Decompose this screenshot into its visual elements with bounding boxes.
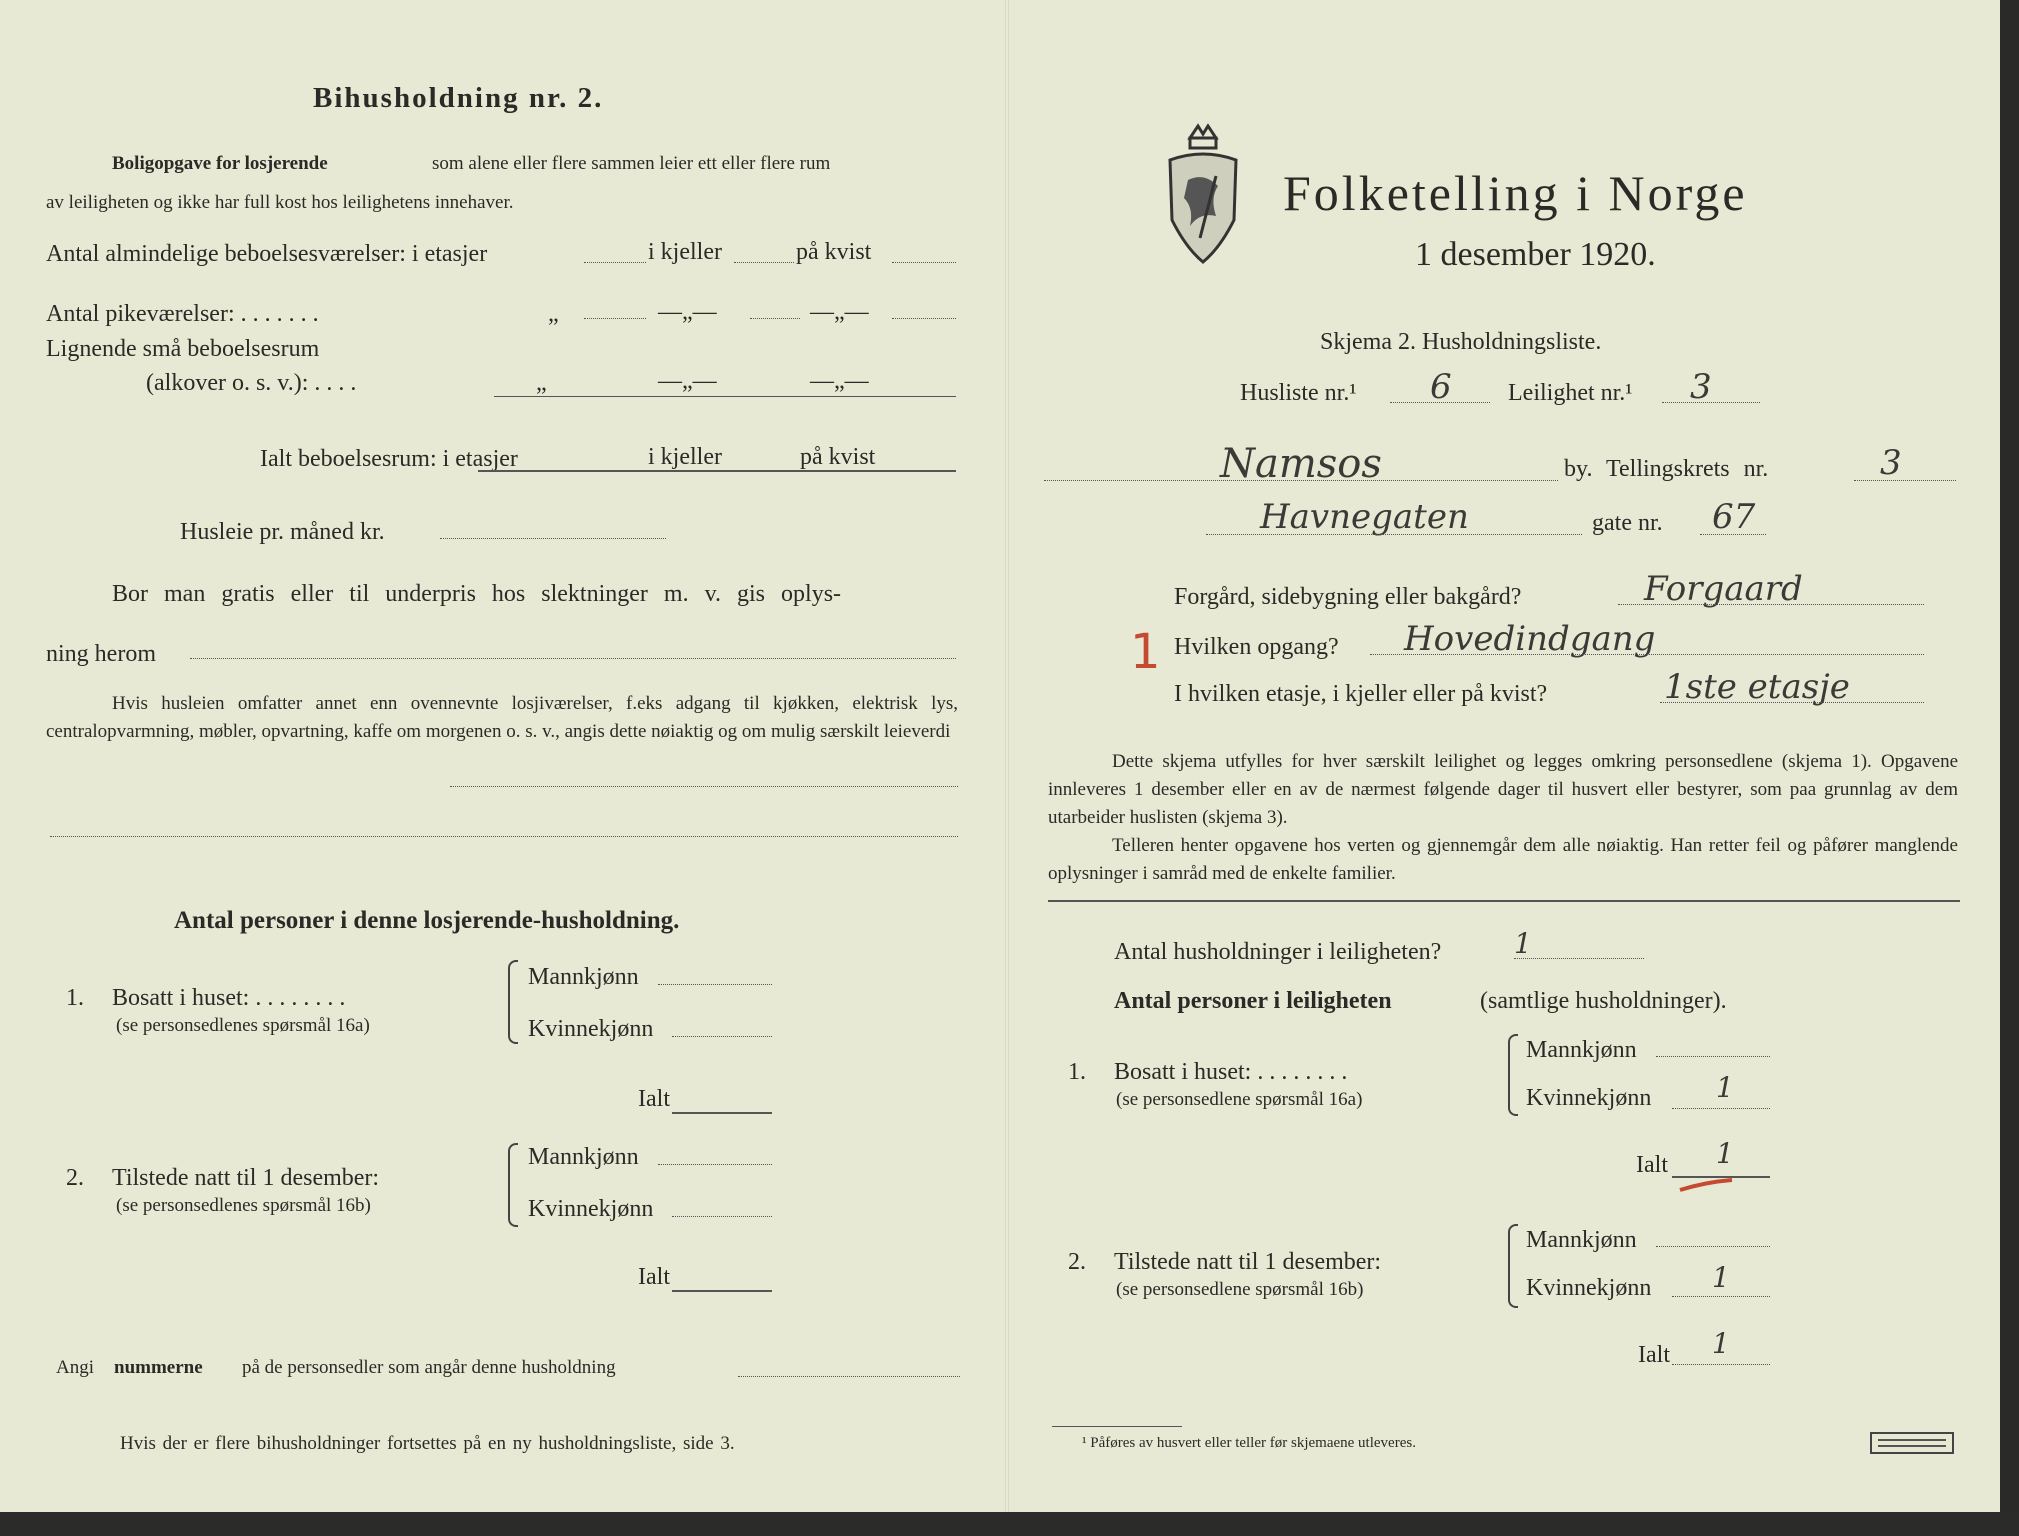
bor-line-2: ning herom — [46, 641, 156, 667]
right-q1-mann: Mannkjønn — [1526, 1037, 1637, 1063]
pike-ditto-3: —„— — [810, 299, 869, 325]
skjema-label: Skjema 2. Husholdningsliste. — [1320, 329, 1602, 355]
right-q1-kvinne: Kvinnekjønn — [1526, 1085, 1652, 1111]
intro-bold: Boligopgave for losjerende — [112, 153, 328, 174]
info-paragraph-1: Dette skjema utfylles for hver særskilt leilighet og legges omkring personsedlene (skjema 1). Opgavene innleveres 1 desember eller en av de nærmest følgende dager til husvert eller bestyrer, som paa grunnlag av dem utarbeider huslisten (skjema 3). — [1048, 751, 1958, 828]
forgard-label: Forgård, sidebygning eller bakgård? — [1174, 584, 1522, 610]
left-footer: Hvis der er flere bihusholdninger fortsettes på en ny husholdningsliste, side 3. — [120, 1433, 735, 1454]
right-q2-kvinne-value: 1 — [1712, 1261, 1730, 1294]
etasje-label: I hvilken etasje, i kjeller eller på kvist? — [1174, 681, 1548, 707]
right-q2-sub: (se personsedlene spørsmål 16b) — [1116, 1279, 1364, 1300]
krets-value: 3 — [1880, 443, 1902, 483]
right-q2-label: Tilstede natt til 1 desember: — [1114, 1249, 1382, 1275]
printer-stamp-icon — [1870, 1432, 1954, 1454]
right-q2-ialt: Ialt — [1638, 1342, 1670, 1368]
lign-ditto-2: —„— — [658, 368, 717, 394]
right-q1-bracket — [1508, 1034, 1518, 1116]
right-q1-num: 1. — [1068, 1059, 1086, 1085]
antal-pers-bold: Antal personer i leiligheten — [1114, 988, 1392, 1014]
left-persons-heading: Antal personer i denne losjerende-husholdning. — [174, 907, 680, 934]
lign-ditto-3: —„— — [810, 368, 869, 394]
pike-label: Antal pikeværelser: . . . . . . . — [46, 301, 319, 327]
left-q1-kvinne: Kvinnekjønn — [528, 1016, 654, 1042]
right-q1-ialt: Ialt — [1636, 1152, 1668, 1178]
etasje-value: 1ste etasje — [1664, 667, 1850, 707]
left-q1-sub: (se personsedlenes spørsmål 16a) — [116, 1015, 370, 1036]
pike-ditto-2: —„— — [658, 299, 717, 325]
rooms-label: Antal almindelige beboelsesværelser: i etasjer — [46, 241, 488, 267]
left-q1-ialt: Ialt — [638, 1086, 670, 1112]
left-q2-num: 2. — [66, 1165, 84, 1191]
left-q2-ialt: Ialt — [638, 1264, 670, 1290]
pike-ditto: „ — [548, 301, 559, 327]
gate-label: gate nr. — [1592, 510, 1663, 536]
angi-rest: på de personsedler som angår denne husholdning — [242, 1357, 616, 1378]
husliste-label: Husliste nr.¹ — [1240, 380, 1357, 406]
red-underline-mark — [1676, 1176, 1736, 1196]
left-q2-label: Tilstede natt til 1 desember: — [112, 1165, 380, 1191]
right-q2-ialt-value: 1 — [1712, 1327, 1730, 1360]
right-date: 1 desember 1920. — [1415, 236, 1656, 273]
left-q1-mann: Mannkjønn — [528, 964, 639, 990]
right-q2-kvinne: Kvinnekjønn — [1526, 1275, 1652, 1301]
leilighet-label: Leilighet nr.¹ — [1508, 380, 1633, 406]
antal-hush-value: 1 — [1514, 927, 1532, 960]
right-q2-bracket — [1508, 1224, 1518, 1308]
scan-edge-right — [2000, 0, 2019, 1536]
left-q1-label: Bosatt i huset: . . . . . . . . — [112, 985, 346, 1011]
angi-bold: nummerne — [114, 1357, 203, 1378]
rooms-kjeller-label: i kjeller — [648, 239, 722, 265]
footnote: ¹ Påføres av husvert eller teller før skjemaene utleveres. — [1082, 1435, 1416, 1451]
by-tellingskrets-label: by. Tellingskrets nr. — [1564, 456, 1769, 482]
antal-hush-label: Antal husholdninger i leiligheten? — [1114, 939, 1442, 965]
bor-line-1: Bor man gratis eller til underpris hos slektninger m. v. gis oplys- — [112, 581, 842, 607]
ialt-kjeller-label: i kjeller — [648, 444, 722, 470]
intro-line2: av leiligheten og ikke har full kost hos leilighetens innehaver. — [46, 192, 514, 213]
opgang-label: Hvilken opgang? — [1174, 634, 1339, 660]
right-q1-kvinne-value: 1 — [1716, 1071, 1734, 1104]
left-q1-num: 1. — [66, 985, 84, 1011]
rooms-kvist-label: på kvist — [796, 239, 872, 265]
intro-rest: som alene eller flere sammen leier ett eller flere rum — [432, 153, 831, 174]
right-q1-ialt-value: 1 — [1716, 1137, 1734, 1170]
left-q2-kvinne: Kvinnekjønn — [528, 1196, 654, 1222]
left-q2-mann: Mannkjønn — [528, 1144, 639, 1170]
left-q2-sub: (se personsedlenes spørsmål 16b) — [116, 1195, 371, 1216]
street-value: Havnegaten — [1260, 497, 1469, 537]
info-paragraph-2: Telleren henter opgavene hos verten og gjennemgår dem alle nøiaktig. Han retter feil og påfører manglende oplysninger i samråd med de enkelte familier. — [1048, 835, 1958, 884]
right-q2-num: 2. — [1068, 1249, 1086, 1275]
right-q1-sub: (se personsedlene spørsmål 16a) — [1116, 1089, 1363, 1110]
lign-ditto: „ — [536, 370, 547, 396]
right-title: Folketelling i Norge — [1283, 165, 1748, 221]
antal-pers-rest: (samtlige husholdninger). — [1480, 988, 1727, 1014]
gate-value: 67 — [1712, 497, 1756, 537]
hvis-paragraph: Hvis husleien omfatter annet enn ovennevnte losjiværelser, f.eks adgang til kjøkken, elektrisk lys, centralopvarmning, møbler, opvartning, kaffe om morgenen o. s. v., angis dette nøiaktig og om mulig særskilt leieverdi — [46, 693, 958, 742]
center-fold — [1005, 0, 1009, 1512]
right-q2-mann: Mannkjønn — [1526, 1227, 1637, 1253]
lign-label-1: Lignende små beboelsesrum — [46, 336, 320, 362]
left-title: Bihusholdning nr. 2. — [313, 82, 604, 114]
left-q2-bracket — [508, 1143, 518, 1227]
ialt-kvist-label: på kvist — [800, 444, 876, 470]
scan-edge-bottom — [0, 1512, 2019, 1536]
red-pencil-mark: 1 — [1130, 624, 1161, 680]
ialt-rooms-label: Ialt beboelsesrum: i etasjer — [260, 446, 518, 472]
left-q1-bracket — [508, 960, 518, 1044]
husleie-label: Husleie pr. måned kr. — [180, 519, 385, 545]
coat-of-arms-icon — [1160, 120, 1246, 270]
lign-label-2: (alkover o. s. v.): . . . . — [146, 370, 357, 396]
leilighet-value: 3 — [1690, 367, 1712, 407]
forgard-value: Forgaard — [1644, 569, 1803, 609]
opgang-value: Hovedindgang — [1404, 619, 1656, 659]
right-q1-label: Bosatt i huset: . . . . . . . . — [1114, 1059, 1348, 1085]
city-value: Namsos — [1220, 441, 1382, 487]
husliste-value: 6 — [1430, 367, 1452, 407]
angi-pre: Angi — [56, 1357, 94, 1378]
